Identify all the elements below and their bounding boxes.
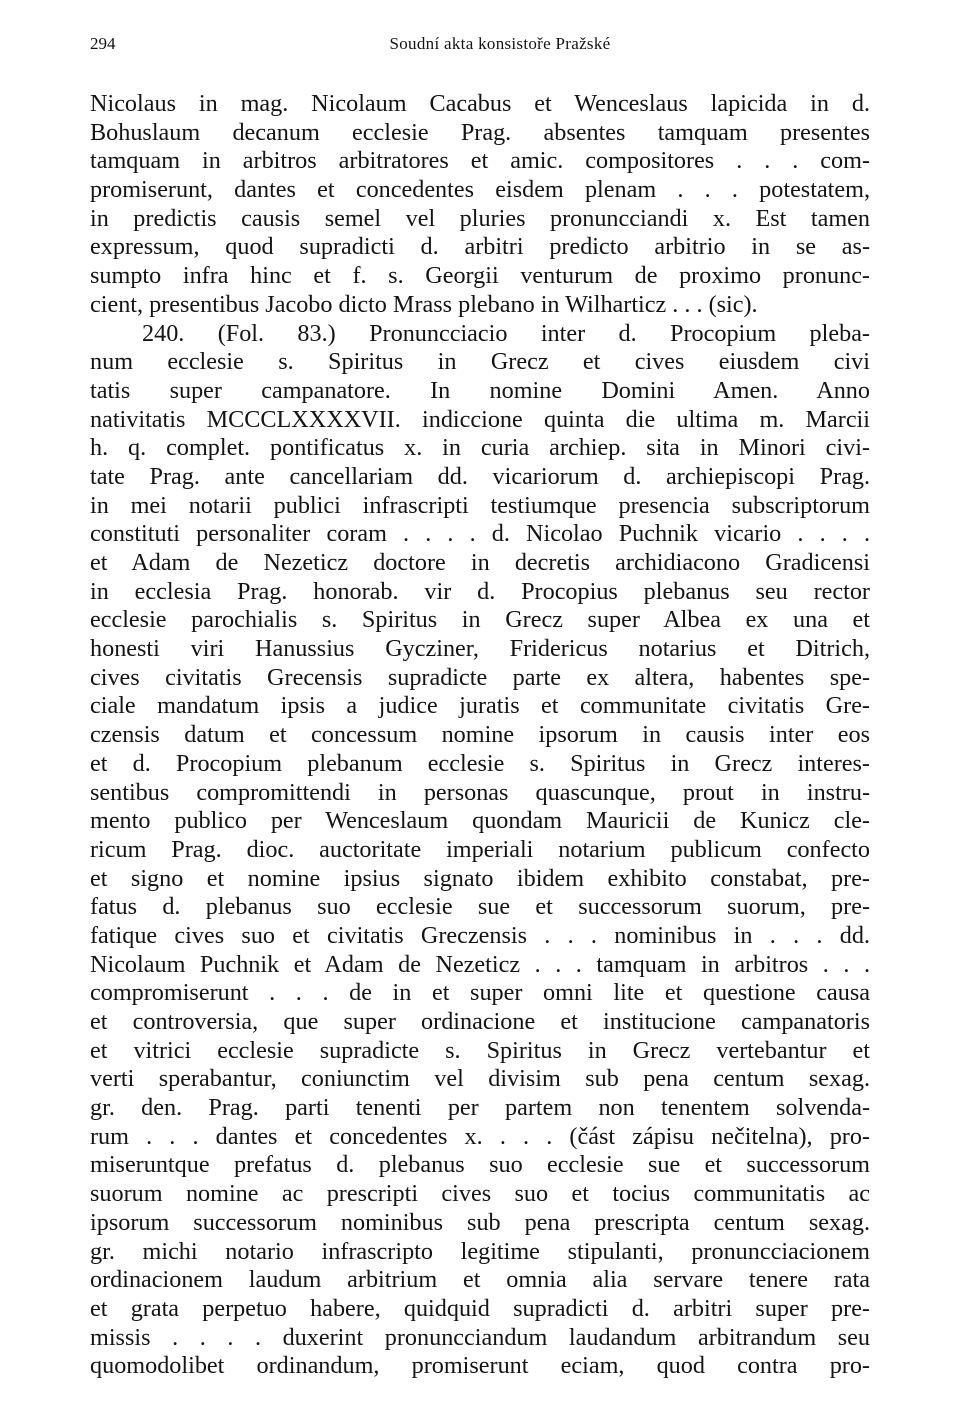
text-line: et grata perpetuo habere, quidquid supradicti d. arbitri super pre- (90, 1294, 870, 1322)
text-line: sumpto infra hinc et f. s. Georgii venturum de proximo pronunc- (90, 262, 870, 290)
text-line: honesti viri Hanussius Gycziner, Fridericus notarius et Ditrich, (90, 635, 870, 663)
text-line: rum . . . dantes et concedentes x. . . . (část zápisu nečitelna), pro- (90, 1122, 870, 1150)
text-line: Nicolaus in mag. Nicolaum Cacabus et Wenceslaus lapicida in d. (90, 90, 870, 117)
text-line: et d. Procopium plebanum ecclesie s. Spiritus in Grecz interes- (90, 749, 870, 777)
text-line: sentibus compromittendi in personas quascunque, prout in instru- (90, 778, 870, 806)
text-line: czensis datum et concessum nomine ipsorum in causis inter eos (90, 721, 870, 749)
text-line: ciale mandatum ipsis a judice juratis et communitate civitatis Gre- (90, 692, 870, 720)
text-line: gr. den. Prag. parti tenenti per partem non tenentem solvenda- (90, 1094, 870, 1122)
text-line: missis . . . . duxerint pronuncciandum laudandum arbitrandum seu (90, 1323, 870, 1351)
body-text (90, 90, 870, 1381)
text-line: Nicolaum Puchnik et Adam de Nezeticz . . . tamquam in arbitros . . . (90, 950, 870, 978)
running-head (90, 32, 870, 56)
text-line: h. q. complet. pontificatus x. in curia archiep. sita in Minori civi- (90, 434, 870, 462)
text-line: 240. (Fol. 83.) Pronuncciacio inter d. Procopium pleba- (142, 319, 870, 347)
page-number: 294 (90, 34, 116, 53)
text-line: fatus d. plebanus suo ecclesie sue et successorum suorum, pre- (90, 893, 870, 921)
text-line: in ecclesia Prag. honorab. vir d. Procopius plebanus seu rector (90, 577, 870, 605)
text-line: num ecclesie s. Spiritus in Grecz et cives eiusdem civi (90, 348, 870, 376)
text-line: promiserunt, dantes et concedentes eisdem plenam . . . potestatem, (90, 176, 870, 204)
text-line: ricum Prag. dioc. auctoritate imperiali notarium publicum confecto (90, 835, 870, 863)
text-line: fatique cives suo et civitatis Greczensis . . . nominibus in . . . dd. (90, 921, 870, 949)
text-line: mento publico per Wenceslaum quondam Mauricii de Kunicz cle- (90, 807, 870, 835)
text-line: et controversia, que super ordinacione et institucione campanatoris (90, 1008, 870, 1035)
text-line: quomodolibet ordinandum, promiserunt eciam, quod contra pro- (90, 1352, 870, 1380)
text-line: tatis super campanatore. In nomine Domini Amen. Anno (90, 376, 870, 404)
text-line: et signo et nomine ipsius signato ibidem exhibito constabat, pre- (90, 864, 870, 892)
text-line: expressum, quod supradicti d. arbitri predicto arbitrio in se as- (90, 233, 870, 261)
text-line: ecclesie parochialis s. Spiritus in Grecz super Albea ex una et (90, 606, 870, 634)
text-line: in predictis causis semel vel pluries pronuncciandi x. Est tamen (90, 204, 870, 232)
text-line: cient, presentibus Jacobo dicto Mrass plebano in Wilharticz . . . (sic). (90, 290, 758, 318)
text-line: miseruntque prefatus d. plebanus suo ecclesie sue et successorum (90, 1151, 870, 1179)
text-line: in mei notarii publici infrascripti testiumque presencia subscriptorum (90, 491, 870, 519)
text-line: et Adam de Nezeticz doctore in decretis archidiacono Gradicensi (90, 549, 870, 576)
text-line: cives civitatis Grecensis supradicte parte ex altera, habentes spe- (90, 663, 870, 691)
text-line: nativitatis MCCCLXXXXVII. indiccione quinta die ultima m. Marcii (90, 405, 870, 433)
running-title: Soudní akta konsistoře Pražské (389, 34, 611, 53)
text-line: compromiserunt . . . de in et super omni lite et questione causa (90, 979, 870, 1007)
text-line: tate Prag. ante cancellariam dd. vicariorum d. archiepiscopi Prag. (90, 462, 870, 490)
text-line: constituti personaliter coram . . . . d. Nicolao Puchnik vicario . . . . (90, 520, 870, 548)
text-line: Bohuslaum decanum ecclesie Prag. absentes tamquam presentes (90, 118, 870, 146)
text-line: et vitrici ecclesie supradicte s. Spiritus in Grecz vertebantur et (90, 1036, 870, 1064)
text-line: gr. michi notario infrascripto legitime stipulanti, pronuncciacionem (90, 1237, 870, 1265)
text-line: tamquam in arbitros arbitratores et amic. compositores . . . com- (90, 147, 870, 175)
text-line: ordinacionem laudum arbitrium et omnia alia servare tenere rata (90, 1266, 870, 1294)
text-line: verti sperabantur, coniunctim vel divisim sub pena centum sexag. (90, 1065, 870, 1093)
text-line: ipsorum successorum nominibus sub pena prescripta centum sexag. (90, 1208, 870, 1236)
text-line: suorum nomine ac prescripti cives suo et tocius communitatis ac (90, 1180, 870, 1208)
